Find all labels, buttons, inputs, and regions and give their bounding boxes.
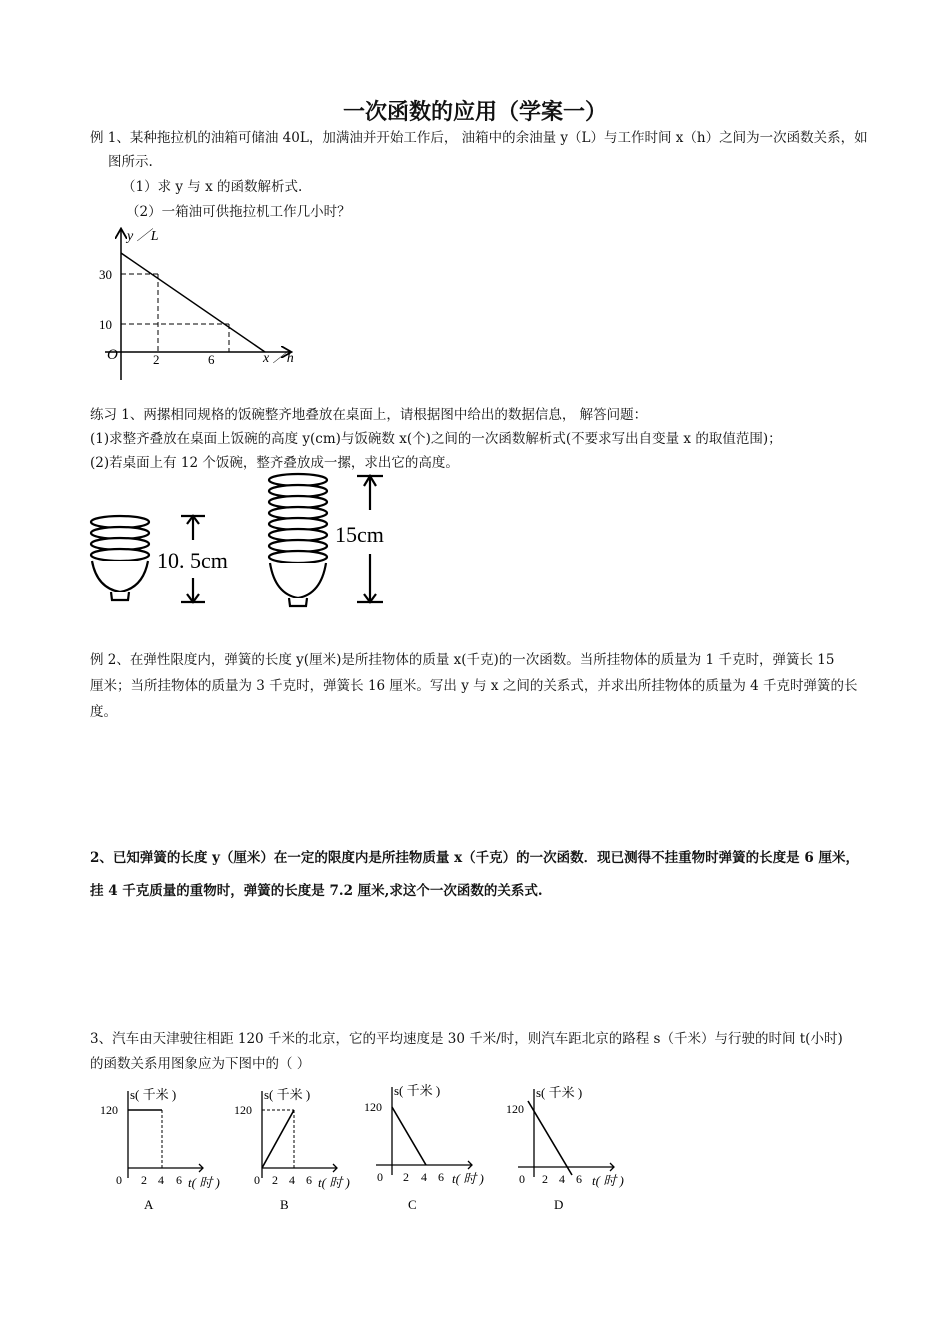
option-a-x-tick-6: 6 (176, 1173, 182, 1187)
ex2-text-line3: 度。 (90, 704, 117, 720)
bowl-stack-small (91, 516, 149, 600)
option-c-x-tick-6: 6 (438, 1170, 444, 1184)
option-a-x-tick-4: 4 (158, 1173, 164, 1187)
option-d-x-label: t( 时 ) (592, 1173, 624, 1188)
option-d-x-tick-2: 2 (542, 1172, 548, 1186)
bowl-stack-large (269, 474, 327, 606)
option-a-y-tick: 120 (100, 1103, 118, 1117)
ex1-x-tick-2: 2 (153, 352, 160, 367)
option-b-x-tick-0: 0 (254, 1173, 260, 1187)
option-b-graph (232, 1083, 372, 1215)
ex1-x-label: x ／h (263, 351, 294, 366)
ex1-y-tick-30: 30 (99, 267, 112, 282)
q3-text-line2: 的函数关系用图象应为下图中的（ ） (90, 1056, 311, 1072)
option-a-graph (98, 1083, 238, 1215)
option-c-x-tick-4: 4 (421, 1170, 427, 1184)
option-c-y-label: s( 千米 ) (394, 1083, 441, 1098)
option-b-x-label: t( 时 ) (318, 1175, 350, 1190)
option-b-x-tick-6: 6 (306, 1173, 312, 1187)
option-a-x-tick-0: 0 (116, 1173, 122, 1187)
option-d-y-tick: 120 (506, 1102, 524, 1116)
practice1-question-1: (1)求整齐叠放在桌面上饭碗的高度 y(cm)与饭碗数 x(个)之间的一次函数解析式(不要求写出自变量 x 的取值范围)； (90, 431, 782, 447)
option-d-x-tick-6: 6 (576, 1172, 582, 1186)
option-d-graph (504, 1079, 644, 1217)
height-label-large: 15cm (335, 522, 384, 547)
ex2-text-line1: 例 2、在弹性限度内，弹簧的长度 y(厘米)是所挂物体的质量 x(千克)的一次函数。当所挂物体的质量为 1 千克时，弹簧长 15 (90, 652, 835, 668)
option-c-label: C (408, 1197, 417, 1212)
option-c-graph (362, 1077, 502, 1215)
practice1-text: 练习 1、两摞相同规格的饭碗整齐地叠放在桌面上，请根据图中给出的数据信息， 解答问题： (90, 407, 648, 423)
q3-text-line1: 3、汽车由天津驶往相距 120 千米的北京，它的平均速度是 30 千米/时，则汽车距北京的路程 s（千米）与行驶的时间 t(小时) (90, 1031, 843, 1047)
ex1-question-2: （2）一箱油可供拖拉机工作几小时？ (126, 204, 351, 220)
option-b-x-tick-2: 2 (272, 1173, 278, 1187)
option-b-y-label: s( 千米 ) (264, 1087, 311, 1102)
ex1-graph (85, 222, 325, 384)
ex1-text-line2: 图所示. (108, 154, 153, 170)
ex1-question-1: （1）求 y 与 x 的函数解析式. (122, 179, 303, 195)
ex1-origin-label: O (107, 347, 118, 363)
ex1-function-line (121, 253, 265, 352)
ex1-y-tick-10: 10 (99, 317, 112, 332)
option-c-x-tick-0: 0 (377, 1170, 383, 1184)
ex1-x-tick-6: 6 (208, 352, 215, 367)
option-c-line (392, 1107, 426, 1165)
q2-text-line2: 挂 4 千克质量的重物时，弹簧的长度是 7.2 厘米,求这个一次函数的关系式. (90, 883, 543, 899)
option-b-label: B (280, 1197, 289, 1212)
page-title: 一次函数的应用（学案一） (342, 99, 607, 125)
option-c-x-label: t( 时 ) (452, 1171, 484, 1186)
ex2-text-line2: 厘米；当所挂物体的质量为 3 千克时，弹簧长 16 厘米。写出 y 与 x 之间的关系式，并求出所挂物体的质量为 4 千克时弹簧的长 (90, 678, 858, 694)
option-a-label: A (144, 1197, 154, 1212)
option-c-y-tick: 120 (364, 1100, 382, 1114)
option-a-y-label: s( 千米 ) (130, 1087, 177, 1102)
option-a-x-tick-2: 2 (141, 1173, 147, 1187)
ex1-y-label: y ／L (127, 229, 159, 244)
option-d-y-label: s( 千米 ) (536, 1085, 583, 1100)
ex1-text-line1: 例 1、某种拖拉机的油箱可储油 40L，加满油并开始工作后， 油箱中的余油量 y（L）与工作时间 x（h）之间为一次函数关系，如 (90, 130, 868, 146)
option-b-line (262, 1110, 294, 1168)
q2-text-line1: 2、已知弹簧的长度 y（厘米）在一定的限度内是所挂物质量 x（千克）的一次函数．现已测得不挂重物时弹簧的长度是 6 厘米， (90, 850, 859, 866)
option-c-x-tick-2: 2 (403, 1170, 409, 1184)
bowls-figure (85, 470, 425, 615)
height-label-small: 10. 5cm (157, 548, 228, 573)
option-d-x-tick-0: 0 (519, 1172, 525, 1186)
option-d-x-tick-4: 4 (559, 1172, 565, 1186)
option-b-x-tick-4: 4 (289, 1173, 295, 1187)
option-d-label: D (554, 1197, 564, 1212)
option-b-y-tick: 120 (234, 1103, 252, 1117)
practice1-question-2: (2)若桌面上有 12 个饭碗，整齐叠放成一摞，求出它的高度。 (90, 455, 459, 471)
option-a-x-label: t( 时 ) (188, 1175, 220, 1190)
